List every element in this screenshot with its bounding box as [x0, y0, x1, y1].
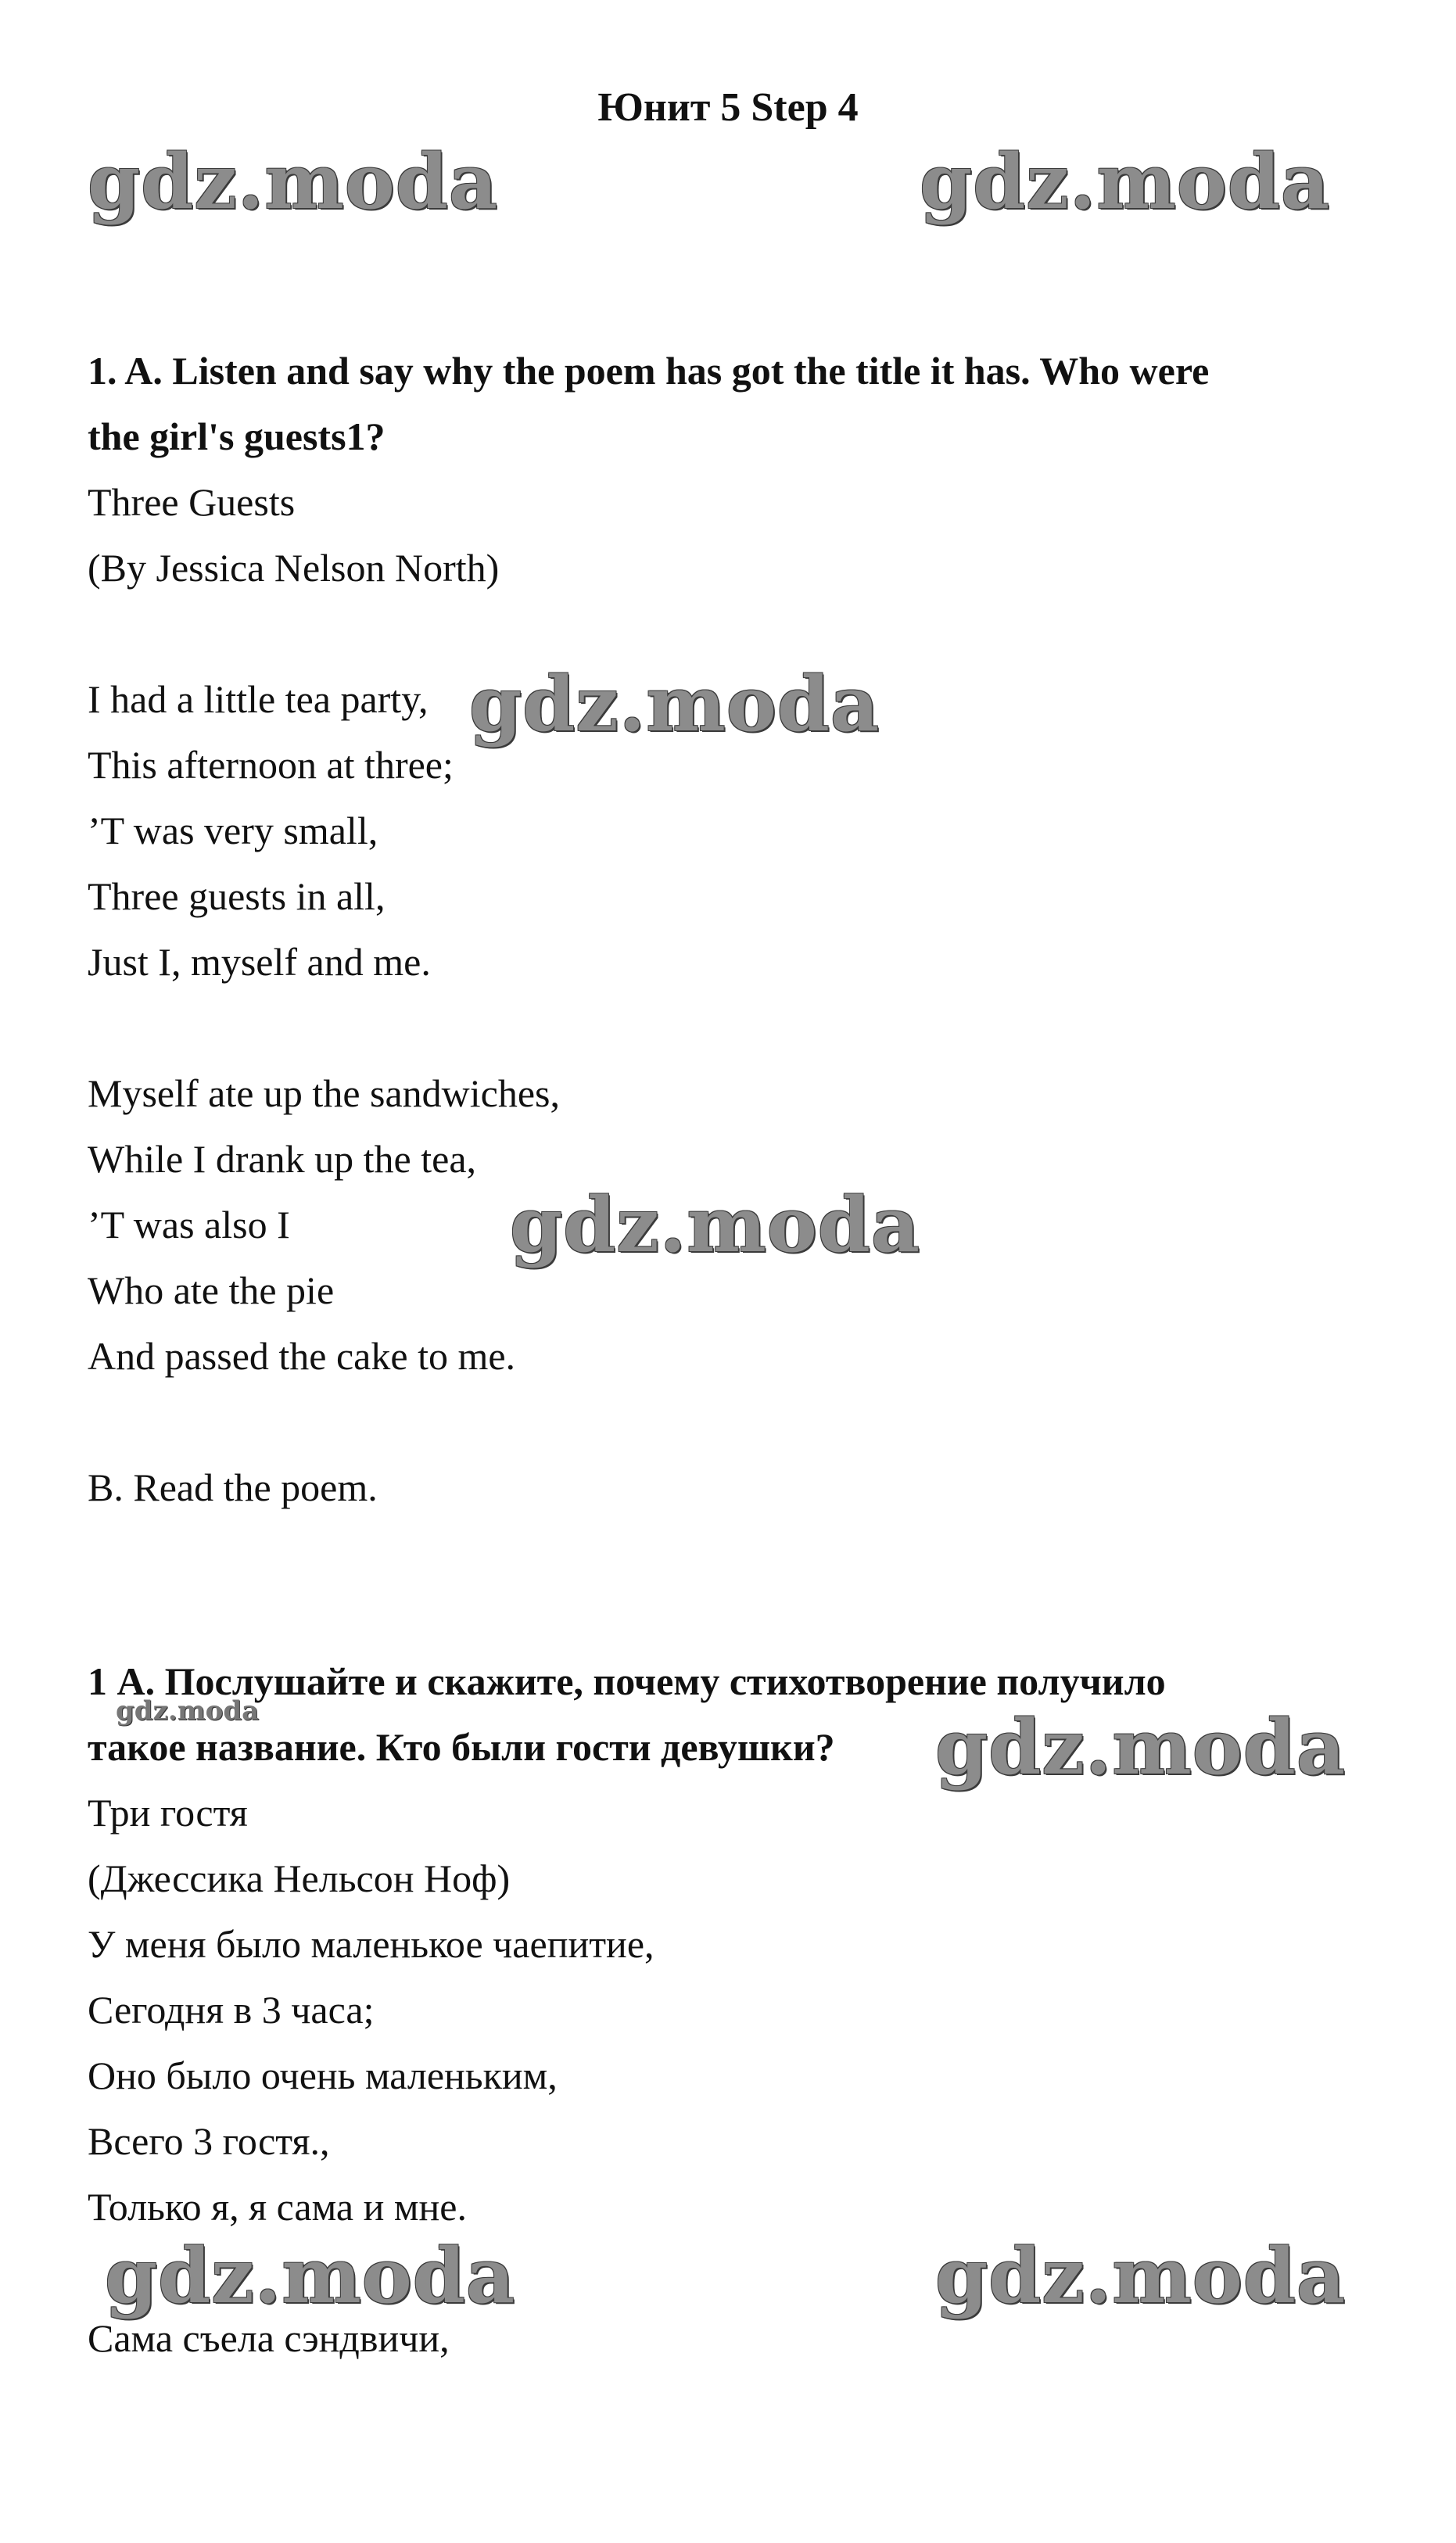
english-task-b: B. Read the poem.	[88, 1465, 378, 1509]
page-title: Юнит 5 Step 4	[597, 85, 859, 130]
watermark: gdz.moda	[88, 138, 499, 226]
english-stanza1-line: Three guests in all,	[88, 874, 386, 918]
english-stanza2-line: Myself ate up the sandwiches,	[88, 1071, 561, 1115]
watermark: gdz.moda	[469, 660, 880, 748]
english-poem-title: Three Guests	[88, 480, 296, 524]
russian-stanza1-line: Только я, я сама и мне.	[88, 2185, 467, 2229]
english-task-heading: 1. A. Listen and say why the poem has got the title it has. Who were	[88, 349, 1210, 393]
russian-stanza1-line: Всего 3 гостя.,	[88, 2119, 330, 2163]
russian-stanza1-line: Сегодня в 3 часа;	[88, 1988, 375, 2032]
english-stanza2-line: ’T was also I	[88, 1203, 290, 1246]
russian-task-heading-cont: такое название. Кто были гости девушки?	[88, 1725, 835, 1769]
english-stanza1-line: I had a little tea party,	[88, 677, 429, 721]
russian-poem-author: (Джессика Нельсон Ноф)	[88, 1856, 511, 1900]
english-stanza1-line: This afternoon at three;	[88, 743, 454, 787]
english-poem-author: (By Jessica Nelson North)	[88, 546, 500, 590]
russian-stanza1-line: Оно было очень маленьким,	[88, 2053, 558, 2097]
english-stanza1-line: Just I, myself and me.	[88, 940, 431, 984]
english-task-heading-cont: the girl's guests1?	[88, 414, 386, 458]
english-stanza1-line: ’T was very small,	[88, 809, 378, 852]
russian-stanza2-line: Сама съела сэндвичи,	[88, 2316, 450, 2360]
watermark: gdz.moda	[935, 1703, 1347, 1792]
russian-poem-title: Три гостя	[88, 1791, 248, 1835]
russian-task-heading: 1 А. Послушайте и скажите, почему стихотворение получило	[88, 1659, 1166, 1703]
watermark: gdz.moda	[105, 2232, 516, 2320]
watermark: gdz.moda	[920, 138, 1331, 226]
english-stanza2-line: Who ate the pie	[88, 1268, 335, 1312]
english-stanza2-line: While I drank up the tea,	[88, 1137, 477, 1181]
russian-stanza1-line: У меня было маленькое чаепитие,	[88, 1922, 654, 1966]
watermark: gdz.moda	[935, 2232, 1347, 2320]
watermark: gdz.moda	[510, 1181, 921, 1269]
english-stanza2-line: And passed the cake to me.	[88, 1334, 516, 1378]
watermark-small: gdz.moda	[116, 1695, 260, 1727]
